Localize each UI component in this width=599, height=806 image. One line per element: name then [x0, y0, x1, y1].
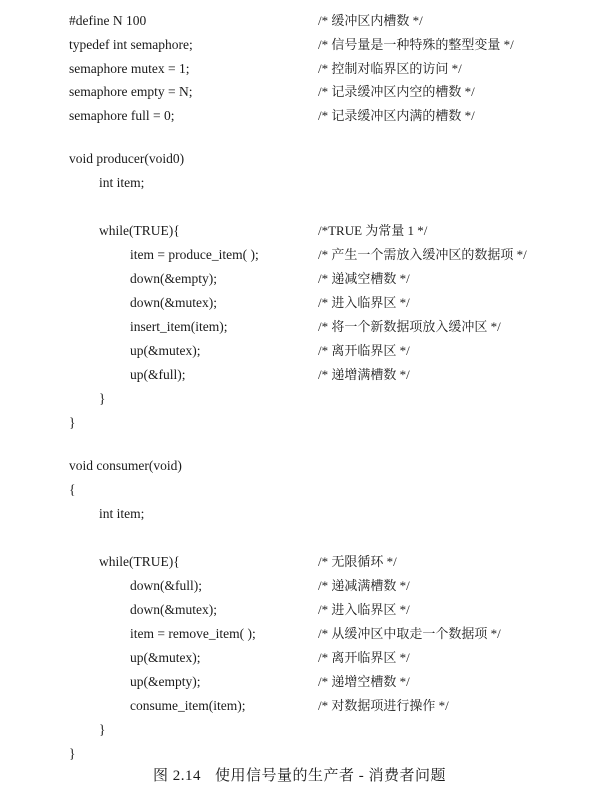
code-line — [0, 81, 599, 103]
code-line — [0, 292, 599, 314]
code-text: up(&mutex); — [130, 343, 201, 358]
code-text: down(&mutex); — [130, 295, 217, 310]
code-line — [0, 599, 599, 621]
code-comment: /* 递减满槽数 */ — [318, 578, 410, 593]
code-line — [0, 388, 599, 410]
code-line — [0, 551, 599, 573]
code-line — [0, 172, 599, 194]
code-text: while(TRUE){ — [99, 223, 180, 238]
code-comment: /* 递增空槽数 */ — [318, 674, 410, 689]
code-text: void consumer(void) — [69, 458, 182, 473]
code-comment: /* 无限循环 */ — [318, 554, 397, 569]
code-comment: /* 信号量是一种特殊的整型变量 */ — [318, 37, 514, 52]
code-comment: /* 进入临界区 */ — [318, 295, 410, 310]
code-text: while(TRUE){ — [99, 554, 180, 569]
code-line — [0, 412, 599, 434]
code-line — [0, 364, 599, 386]
code-comment: /* 记录缓冲区内空的槽数 */ — [318, 84, 475, 99]
code-comment: /* 缓冲区内槽数 */ — [318, 13, 423, 28]
code-text: void producer(void0) — [69, 151, 185, 166]
code-line — [0, 105, 599, 127]
code-line — [0, 34, 599, 56]
code-line — [0, 340, 599, 362]
code-text: item = produce_item( ); — [130, 247, 259, 262]
code-text: semaphore full = 0; — [69, 108, 175, 123]
code-comment: /* 从缓冲区中取走一个数据项 */ — [318, 626, 501, 641]
code-line — [0, 10, 599, 32]
code-line — [0, 503, 599, 525]
code-text: semaphore mutex = 1; — [69, 61, 190, 76]
code-line — [0, 575, 599, 597]
code-line — [0, 647, 599, 669]
code-comment: /* 记录缓冲区内满的槽数 */ — [318, 108, 475, 123]
code-text: item = remove_item( ); — [130, 626, 256, 641]
code-comment: /* 进入临界区 */ — [318, 602, 410, 617]
code-line — [0, 623, 599, 645]
code-text: up(&empty); — [130, 674, 201, 689]
code-text: consume_item(item); — [130, 698, 246, 713]
code-line — [0, 58, 599, 80]
code-text: typedef int semaphore; — [69, 37, 193, 52]
code-text: up(&full); — [130, 367, 186, 382]
code-text: int item; — [99, 506, 145, 521]
code-text: semaphore empty = N; — [69, 84, 193, 99]
code-text: { — [69, 482, 76, 497]
code-line — [0, 316, 599, 338]
code-text: down(&mutex); — [130, 602, 217, 617]
code-comment: /* 对数据项进行操作 */ — [318, 698, 449, 713]
code-line — [0, 743, 599, 765]
figure-caption — [0, 764, 599, 785]
code-line — [0, 455, 599, 477]
code-text: } — [99, 722, 106, 737]
code-text: } — [99, 391, 106, 406]
code-text: int item; — [99, 175, 145, 190]
code-line — [0, 695, 599, 717]
code-line — [0, 148, 599, 170]
code-comment: /* 将一个新数据项放入缓冲区 */ — [318, 319, 501, 334]
code-text: up(&mutex); — [130, 650, 201, 665]
figure-number: 图 2.14 — [152, 768, 201, 784]
code-text: down(&empty); — [130, 271, 217, 286]
code-comment: /* 离开临界区 */ — [318, 650, 410, 665]
code-line — [0, 671, 599, 693]
code-comment: /* 产生一个需放入缓冲区的数据项 */ — [318, 247, 527, 262]
code-comment: /* 递减空槽数 */ — [318, 271, 410, 286]
code-comment: /* 递增满槽数 */ — [318, 367, 410, 382]
code-comment: /* 离开临界区 */ — [318, 343, 410, 358]
code-comment: /* 控制对临界区的访问 */ — [318, 61, 462, 76]
code-line — [0, 244, 599, 266]
code-comment: /*TRUE 为常量 1 */ — [318, 223, 428, 238]
code-line — [0, 220, 599, 242]
code-line — [0, 719, 599, 741]
code-text: down(&full); — [130, 578, 202, 593]
figure-title: 使用信号量的生产者 - 消费者问题 — [215, 768, 446, 784]
code-text: } — [69, 415, 76, 430]
code-text: #define N 100 — [69, 13, 147, 28]
code-text: } — [69, 746, 76, 761]
code-line — [0, 268, 599, 290]
code-text: insert_item(item); — [130, 319, 228, 334]
code-line — [0, 479, 599, 501]
